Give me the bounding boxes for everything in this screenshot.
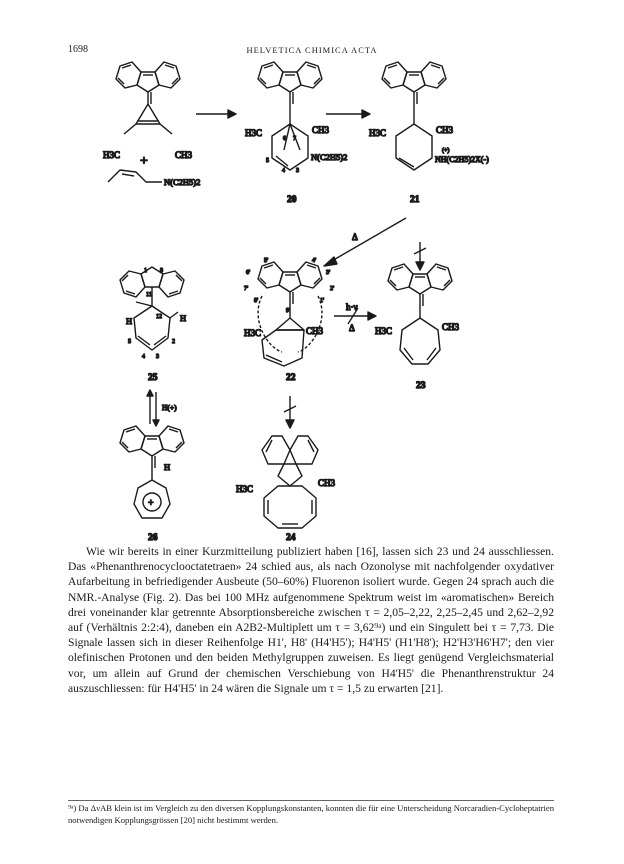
label-ring-plus-26: + xyxy=(148,498,154,509)
compound-number-23: 23 xyxy=(416,381,426,391)
body-paragraph: Wie wir bereits in einer Kurzmitteilung publiziert haben [16], lassen sich 23 und 24 ausschliessen. Das «Phenanthrenocyclooctatetraen» 24 schied aus, als nach Ozonolyse mit nachfolgender oxydativer Aufarbeitung in befriedigender Ausbeute (50–60%) Fluorenon isoliert wurde. Gegen 24 sprach auch die NMR.-Analyse (Fig. 2). Das bei 100 MHz aufgenommene Spektrum weist im «aromatischen» Bereich drei voneinander klar getrennte Absorptionsbereiche zwischen τ = 2,05–2,22, 2,25–2,45 und 2,62–2,92 auf (Verhältnis 2:2:4), daneben ein A2B2-Multiplett um τ = 3,62⁹ᵃ) und ein Singulett bei τ = 7,73. Die Signale lassen sich in dieser Reihenfolge H1', H8' (H4'H5'); H4'H5' (H1'H8'); H2'H3'H6'H7'; den vier olefinischen Protonen und den beiden Methylgruppen zuweisen. Es liegt genügend Vergleichsmaterial vor, um allein auf Grund der chemischen Verschiebung von H4'H5' die Phenanthrenstruktur 24 auszuschliessen: für H4'H5' in 24 wären die Signale um τ = 1,5 zu erwarten [21]. xyxy=(68,545,554,695)
compound-number-26: 26 xyxy=(148,533,158,543)
label-acid: H(+) xyxy=(162,403,177,412)
atom-num-2p-22: 2' xyxy=(330,286,335,292)
label-ch3-21: CH3 xyxy=(436,125,454,135)
atom-num-4-20: 4 xyxy=(282,168,285,174)
arrow-to-21 xyxy=(326,110,370,118)
label-ch3-reactant: CH3 xyxy=(175,150,193,160)
compound-25-structure xyxy=(120,267,187,350)
label-delta-21-22: Δ xyxy=(352,232,358,242)
compound-23-structure xyxy=(388,264,452,364)
label-ch3-20: CH3 xyxy=(312,125,330,135)
compound-22-structure xyxy=(258,262,325,366)
label-h-right-25: H xyxy=(180,313,187,323)
atom-num-5p-22: 5' xyxy=(264,258,269,264)
atom-num-11-25: 11 xyxy=(146,292,152,298)
atom-num-12-25: 12 xyxy=(156,314,162,320)
equilibrium-arrows-25-26 xyxy=(147,390,159,426)
atom-num-6p-22: 6' xyxy=(246,270,251,276)
compound-number-21: 21 xyxy=(410,195,420,205)
atom-num-3-20: 3 xyxy=(296,168,299,174)
label-amine-reactant: N(C2H5)2 xyxy=(164,177,201,187)
footnote xyxy=(68,800,554,826)
atom-num-3p-22: 3' xyxy=(326,270,331,276)
footnote-text: ⁹ᵃ) Da ΔνAB klein ist im Vergleich zu den diversen Kopplungskonstanten, konnten die für eine Unterscheidung Norcaradien-Cycloheptatrien notwendigen Kopplungsgrössen [20] nicht bestimmt werden. xyxy=(68,803,554,825)
label-h3c-23: H3C xyxy=(375,326,393,336)
label-ch3-23: CH3 xyxy=(442,322,460,332)
label-amine-20: N(C2H5)2 xyxy=(311,152,348,162)
label-h3c-20: H3C xyxy=(245,128,263,138)
arrow-down-to-24 xyxy=(284,396,296,428)
label-h3c-24: H3C xyxy=(236,484,254,494)
compound-number-25: 25 xyxy=(148,373,158,383)
diene-amine xyxy=(108,170,162,182)
atom-num-7p-22: 7' xyxy=(244,286,249,292)
page-number: 1698 xyxy=(68,44,88,55)
label-h-26: H xyxy=(164,462,171,472)
label-plus-charge-21: (+) xyxy=(442,148,450,154)
compound-number-20: 20 xyxy=(287,195,297,205)
label-delta-22-23: Δ xyxy=(349,323,355,333)
atom-num-1-25: 1 xyxy=(144,268,147,274)
compound-number-22: 22 xyxy=(286,373,296,383)
compound-number-24: 24 xyxy=(286,533,296,543)
atom-num-3-25: 3 xyxy=(156,354,159,360)
compound-24-structure xyxy=(262,436,318,528)
body-text xyxy=(68,544,554,696)
atom-num-5-20: 5 xyxy=(266,158,269,164)
atom-num-4p-22: 4' xyxy=(312,258,317,264)
atom-num-1p-22: 1' xyxy=(320,298,325,304)
label-h3c-22: H3C xyxy=(244,328,262,338)
journal-title: HELVETICA CHIMICA ACTA xyxy=(246,45,378,55)
label-ammonium-21: NH(C2H5)2X(-) xyxy=(435,155,489,164)
atom-num-5-25: 5 xyxy=(128,339,131,345)
atom-num-8-25: 8 xyxy=(160,268,163,274)
arrow-down-to-23 xyxy=(414,242,426,270)
atom-num-9p-22: 9' xyxy=(286,308,291,314)
arrow-to-20 xyxy=(196,110,236,118)
label-h-left-25: H xyxy=(126,316,133,326)
compound-21-structure xyxy=(382,62,446,170)
atom-num-6-20: 6 xyxy=(283,136,286,142)
label-ch3-22: CH3 xyxy=(306,326,324,336)
plus-sign: + xyxy=(140,154,148,169)
arrow-21-to-22 xyxy=(324,218,406,266)
label-hv: h·ν xyxy=(346,302,358,312)
atom-num-8p-22: 8' xyxy=(254,298,259,304)
reactant-fluorenylidene-cyclopropene xyxy=(116,62,180,134)
atom-num-2-25: 2 xyxy=(172,339,175,345)
label-h3c-reactant: H3C xyxy=(103,150,121,160)
label-h3c-21: H3C xyxy=(369,128,387,138)
label-ch3-24: CH3 xyxy=(318,478,336,488)
atom-num-4-25: 4 xyxy=(142,354,145,360)
atom-num-7-20: 7 xyxy=(293,136,296,142)
